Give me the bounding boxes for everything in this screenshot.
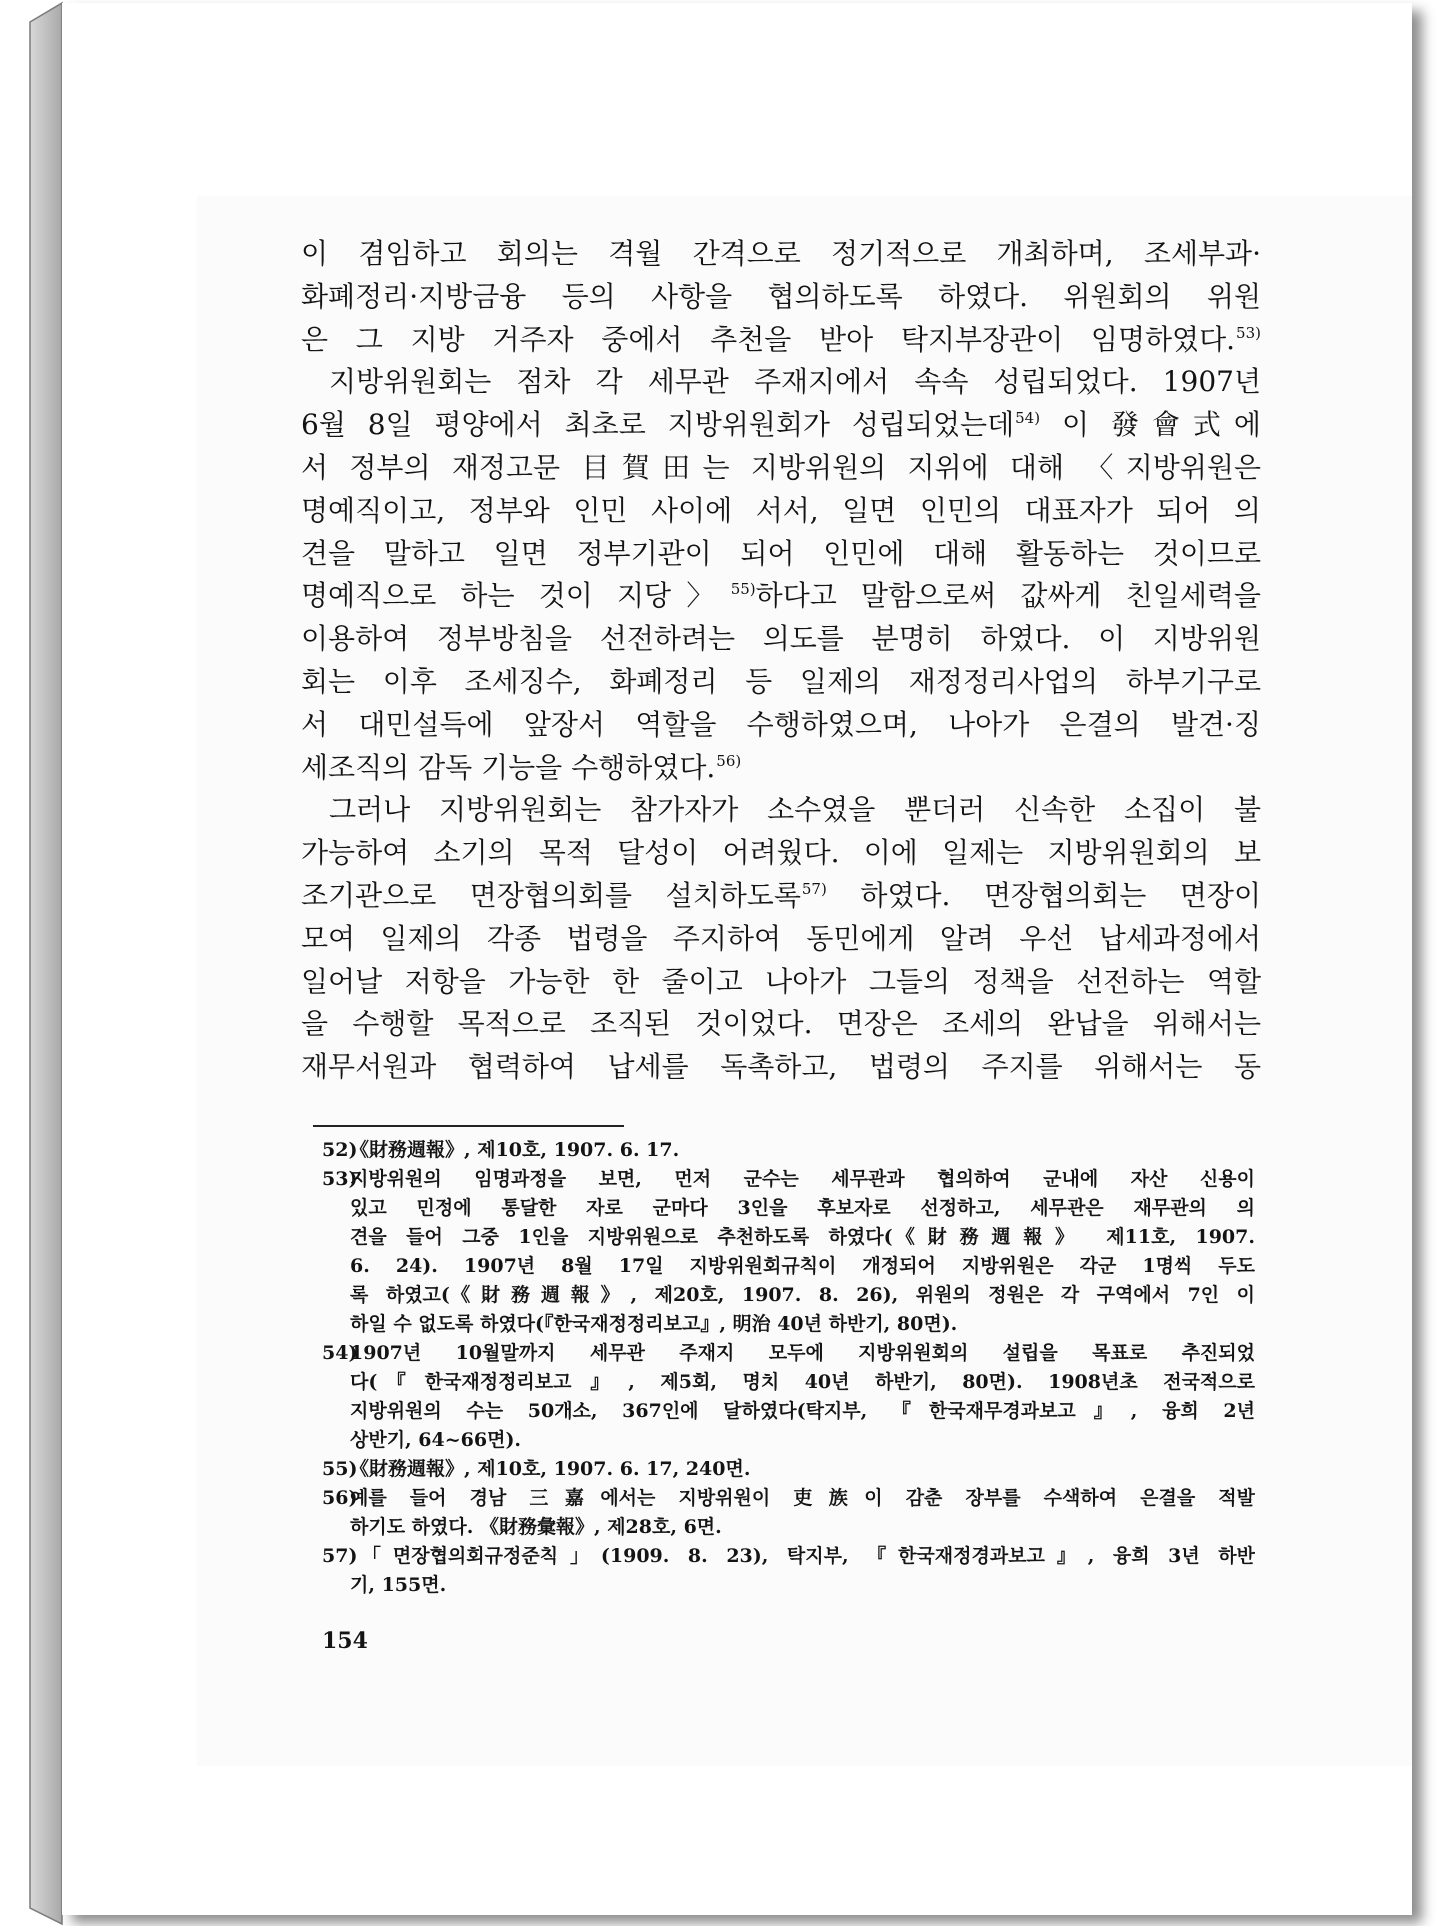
text-segment: 은 그 지방 거주자 중에서 추천을 받아 탁지부장관이 임명하였다. — [301, 322, 1236, 356]
text-segment: 이 發會式에 — [1040, 408, 1261, 442]
footnote-line: 하일 수 없도록 하였다(『한국재정정리보고』, 明治 40년 하반기, 80면). — [350, 1313, 958, 1335]
text-line — [301, 404, 1261, 447]
footnote-line: 견을 들어 그중 1인을 지방위원으로 추천하도록 하였다(《財務週報》 제11호, 1907. — [350, 1226, 1255, 1248]
footnote-number: 52) — [322, 1139, 358, 1161]
footnote-line: 록 하였고(《財務週報》, 제20호, 1907. 8. 26), 위원의 정원은 각 구역에서 7인 이 — [350, 1284, 1255, 1306]
text-line: 일어날 저항을 가능한 한 줄이고 나아가 그들의 정책을 선전하는 역할 — [301, 964, 1261, 998]
body-text — [301, 233, 1261, 1089]
footnote-line: 상반기, 64~66면). — [350, 1429, 522, 1451]
footnote-line: 《財務週報》, 제10호, 1907. 6. 17. — [350, 1139, 680, 1161]
text-segment: 하다고 말함으로써 값싸게 친일세력을 — [755, 579, 1261, 613]
text-line: 지방위원회는 점차 각 세무관 주재지에서 속속 성립되었다. 1907년 — [329, 365, 1261, 399]
text-line: 재무서원과 협력하여 납세를 독촉하고, 법령의 주지를 위해서는 동 — [301, 1050, 1261, 1084]
footnote-line: 「면장협의회규정준칙」(1909. 8. 23), 탁지부, 『한국재정경과보고』, 융희 3년 하반 — [350, 1545, 1255, 1567]
footnote-ref: 55) — [730, 580, 756, 599]
text-line: 화폐정리·지방금융 등의 사항을 협의하도록 하였다. 위원회의 위원 — [301, 279, 1261, 313]
text-line — [301, 575, 1261, 618]
text-segment: 조기관으로 면장협의회를 설치하도록 — [301, 878, 801, 912]
footnote-line: 예를 들어 경남 三嘉에서는 지방위원이 吏族이 감춘 장부를 수색하여 은결을 적발 — [350, 1487, 1255, 1509]
footnote-number: 57) — [322, 1545, 358, 1567]
text-line: 그러나 지방위원회는 참가자가 소수였을 뿐더러 신속한 소집이 불 — [329, 793, 1261, 827]
footnote — [322, 1136, 1255, 1165]
text-line: 이용하여 정부방침을 선전하려는 의도를 분명히 하였다. 이 지방위원 — [301, 622, 1261, 656]
footnote-number: 54) — [322, 1342, 358, 1364]
text-line: 이 겸임하고 회의는 격월 간격으로 정기적으로 개최하며, 조세부과· — [301, 237, 1261, 270]
text-line: 을 수행할 목적으로 조직된 것이었다. 면장은 조세의 완납을 위해서는 — [301, 1007, 1261, 1041]
text-segment: 명예직으로 하는 것이 지당〉 — [301, 579, 730, 613]
footnote — [322, 1165, 1255, 1194]
footnote — [322, 1484, 1255, 1513]
text-segment: 세조직의 감독 기능을 수행하였다. — [301, 750, 716, 784]
footnote-ref: 56) — [716, 751, 742, 770]
footnote-line: 기, 155면. — [350, 1574, 447, 1596]
footnotes — [322, 1136, 1255, 1600]
page-number: 154 — [322, 1628, 368, 1654]
text-segment: 6월 8일 평양에서 최초로 지방위원회가 성립되었는데 — [301, 408, 1015, 442]
text-line: 서 대민설득에 앞장서 역할을 수행하였으며, 나아가 은결의 발견·징 — [301, 707, 1261, 741]
footnote-number: 55) — [322, 1458, 358, 1480]
footnote-rule — [313, 1125, 624, 1127]
footnote-line: 하기도 하였다. 《財務彙報》, 제28호, 6면. — [350, 1516, 722, 1538]
text-line: 가능하여 소기의 목적 달성이 어려웠다. 이에 일제는 지방위원회의 보 — [301, 836, 1261, 870]
footnote-ref: 57) — [801, 879, 827, 898]
footnote — [322, 1339, 1255, 1368]
text-line — [301, 875, 1261, 918]
text-line — [301, 747, 1261, 790]
footnote-ref: 54) — [1015, 409, 1041, 428]
text-line — [301, 319, 1261, 362]
text-line: 견을 말하고 일면 정부기관이 되어 인민에 대해 활동하는 것이므로 — [301, 536, 1261, 570]
text-line: 서 정부의 재정고문 目賀田는 지방위원의 지위에 대해 〈지방위원은 — [301, 450, 1261, 484]
text-segment: 하였다. 면장협의회는 면장이 — [826, 878, 1261, 912]
footnote-number: 53) — [322, 1168, 358, 1190]
footnote-line: 지방위원의 임명과정을 보면, 먼저 군수는 세무관과 협의하여 군내에 자산 신용이 — [350, 1168, 1255, 1190]
footnote — [322, 1542, 1255, 1571]
text-line: 명예직이고, 정부와 인민 사이에 서서, 일면 인민의 대표자가 되어 의 — [301, 493, 1261, 527]
footnote-line: 다(『한국재정정리보고』, 제5회, 명치 40년 하반기, 80면). 1908년초 전국적으로 — [350, 1371, 1255, 1393]
footnote-line: 있고 민정에 통달한 자로 군마다 3인을 후보자로 선정하고, 세무관은 재무관의 의 — [350, 1197, 1255, 1219]
footnote-line: 《財務週報》, 제10호, 1907. 6. 17, 240면. — [350, 1458, 751, 1480]
footnote — [322, 1455, 1255, 1484]
text-line: 회는 이후 조세징수, 화폐정리 등 일제의 재정정리사업의 하부기구로 — [301, 664, 1261, 698]
footnote-line: 1907년 10월말까지 세무관 주재지 모두에 지방위원회의 설립을 목표로 추진되었 — [350, 1342, 1255, 1364]
text-line: 모여 일제의 각종 법령을 주지하여 동민에게 알려 우선 납세과정에서 — [301, 921, 1261, 955]
footnote-line: 6. 24). 1907년 8월 17일 지방위원회규칙이 개정되어 지방위원은 각군 1명씩 두도 — [350, 1255, 1255, 1277]
footnote-number: 56) — [322, 1487, 358, 1509]
footnote-line: 지방위원의 수는 50개소, 367인에 달하였다(탁지부, 『한국재무경과보고』, 융희 2년 — [350, 1400, 1255, 1422]
footnote-ref: 53) — [1236, 323, 1261, 342]
